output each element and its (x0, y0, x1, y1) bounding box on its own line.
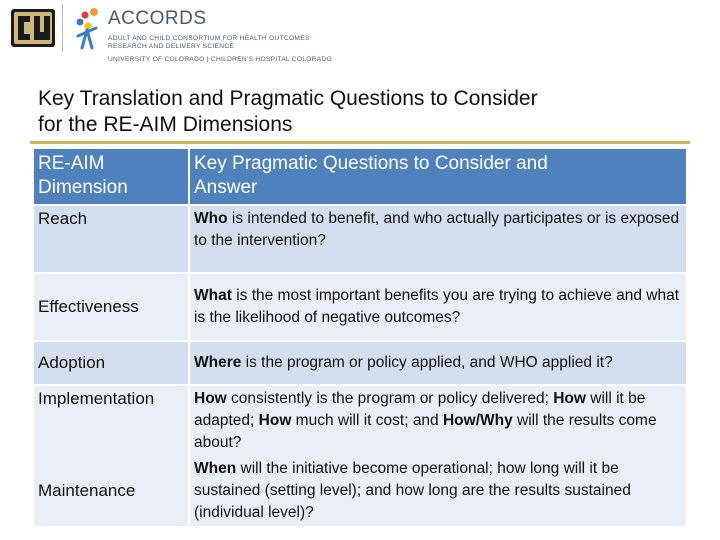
dimension-reach: Reach (34, 206, 190, 274)
question-text: is the program or policy applied, and WHO applied it? (241, 354, 613, 371)
question-effectiveness (190, 274, 686, 342)
keyword: Who (194, 210, 228, 227)
header-question-line2: Answer (194, 177, 258, 198)
dimension-adoption: Adoption (34, 342, 190, 386)
table-row (34, 386, 686, 456)
question-reach (190, 206, 686, 274)
reaim-table (34, 149, 686, 526)
keyword: What (194, 287, 232, 304)
keyword: How (194, 390, 227, 407)
cu-logo-icon (10, 6, 56, 50)
table-row (34, 342, 686, 386)
header-dimension-line2: Dimension (38, 177, 128, 198)
brand-subtitle-line2: RESEARCH AND DELIVERY SCIENCE (108, 43, 235, 50)
dimension-effectiveness: Effectiveness (34, 274, 190, 342)
question-text: will the results come about? (194, 412, 657, 451)
brand-subtitle-line1: ADULT AND CHILD CONSORTIUM FOR HEALTH OUTCOMES (108, 35, 310, 42)
brand-name: ACCORDS (108, 8, 207, 29)
table-row (34, 206, 686, 274)
table-row (34, 456, 686, 526)
header-divider (62, 4, 63, 52)
question-text: will it be adapted; (194, 390, 646, 429)
page-title-line2: for the RE-AIM Dimensions (38, 113, 293, 136)
question-text: will the initiative become operational; how long will it be sustained (setting level); and how long are the results sustained (individual level)? (194, 460, 631, 521)
question-text: is intended to benefit, and who actually participates or is exposed to the intervention? (194, 210, 680, 249)
header-question-line1: Key Pragmatic Questions to Consider and (194, 153, 548, 174)
header-question (190, 149, 686, 206)
question-text: much will it cost; and (291, 412, 443, 429)
question-adoption (190, 342, 686, 386)
page-title-line1: Key Translation and Pragmatic Questions to Consider (38, 87, 538, 110)
accords-figure-icon (72, 6, 102, 50)
header-dimension (34, 149, 190, 206)
keyword: How/Why (442, 412, 513, 429)
keyword: When (194, 460, 237, 477)
dimension-implementation: Implementation (34, 386, 190, 456)
page-title (38, 86, 698, 138)
question-maintenance (190, 456, 686, 526)
keyword: How (258, 412, 292, 429)
keyword: How (553, 390, 586, 407)
question-implementation (190, 386, 686, 456)
title-rule (30, 141, 690, 144)
question-text: consistently is the program or policy delivered; (226, 390, 554, 407)
keyword: Where (194, 354, 242, 371)
brand-subtitle-line3: UNIVERSITY OF COLORADO | CHILDREN'S HOSPITAL COLORADO (108, 56, 332, 63)
question-text: is the most important benefits you are trying to achieve and what is the likelihood of negative outcomes? (194, 287, 680, 326)
header-dimension-line1: RE-AIM (38, 153, 105, 174)
table-row (34, 274, 686, 342)
table-header-row (34, 149, 686, 206)
dimension-maintenance: Maintenance (34, 456, 190, 526)
